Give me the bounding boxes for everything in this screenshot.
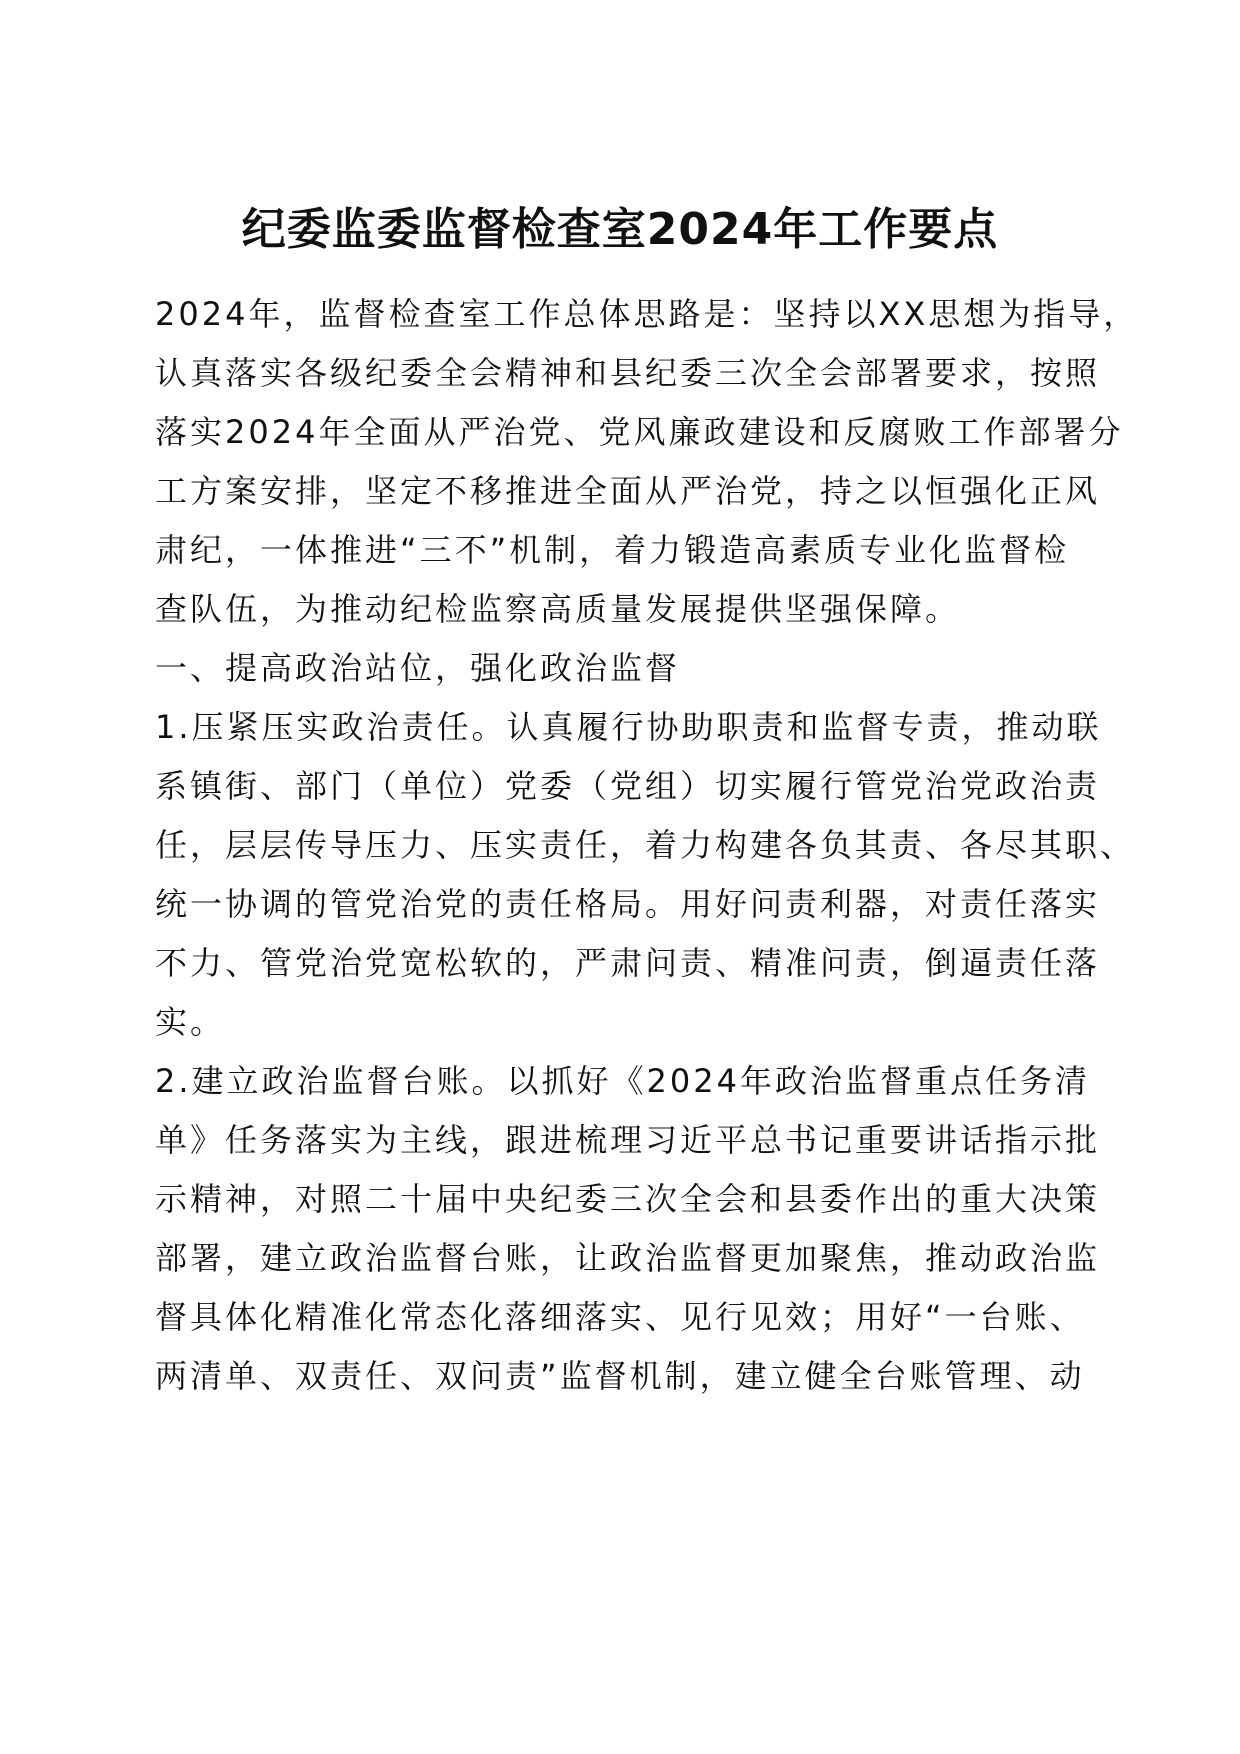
body-line: 肃纪，一体推进“三不”机制，着力锻造高素质专业化监督检	[155, 531, 1070, 569]
body-line: 落实2024年全面从严治党、党风廉政建设和反腐败工作部署分	[155, 413, 1124, 451]
body-line: 不力、管党治党宽松软的，严肃问责、精准问责，倒逼责任落	[155, 944, 1101, 982]
body-line: 认真落实各级纪委全会精神和县纪委三次全会部署要求，按照	[155, 354, 1101, 392]
body-line: 工方案安排，坚定不移推进全面从严治党，持之以恒强化正风	[155, 472, 1101, 510]
body-line: 示精神，对照二十届中央纪委三次全会和县委作出的重大决策	[155, 1180, 1101, 1218]
body-line: 两清单、双责任、双问责”监督机制，建立健全台账管理、动	[155, 1357, 1085, 1395]
body-line: 统一协调的管党治党的责任格局。用好问责利器，对责任落实	[155, 885, 1101, 923]
body-line: 1.压紧压实政治责任。认真履行协助职责和监督专责，推动联	[155, 708, 1102, 746]
body-line: 任，层层传导压力、压实责任，着力构建各负其责、各尽其职、	[155, 826, 1136, 864]
body-line: 2.建立政治监督台账。以抓好《2024年政治监督重点任务清	[155, 1062, 1090, 1100]
document-title: 纪委监委监督检查室2024年工作要点	[241, 204, 999, 255]
section-heading: 一、提高政治站位，强化政治监督	[155, 649, 681, 687]
body-line: 单》任务落实为主线，跟进梳理习近平总书记重要讲话指示批	[155, 1121, 1101, 1159]
body-line: 督具体化精准化常态化落细落实、见行见效；用好“一台账、	[155, 1298, 1085, 1336]
body-line: 2024年，监督检查室工作总体思路是：坚持以XX思想为指导，	[155, 295, 1139, 333]
body-line: 查队伍，为推动纪检监察高质量发展提供坚强保障。	[155, 590, 961, 628]
body-line: 系镇街、部门（单位）党委（党组）切实履行管党治党政治责	[155, 767, 1101, 805]
body-line: 部署，建立政治监督台账，让政治监督更加聚焦，推动政治监	[155, 1239, 1101, 1277]
body-line: 实。	[155, 1003, 226, 1041]
